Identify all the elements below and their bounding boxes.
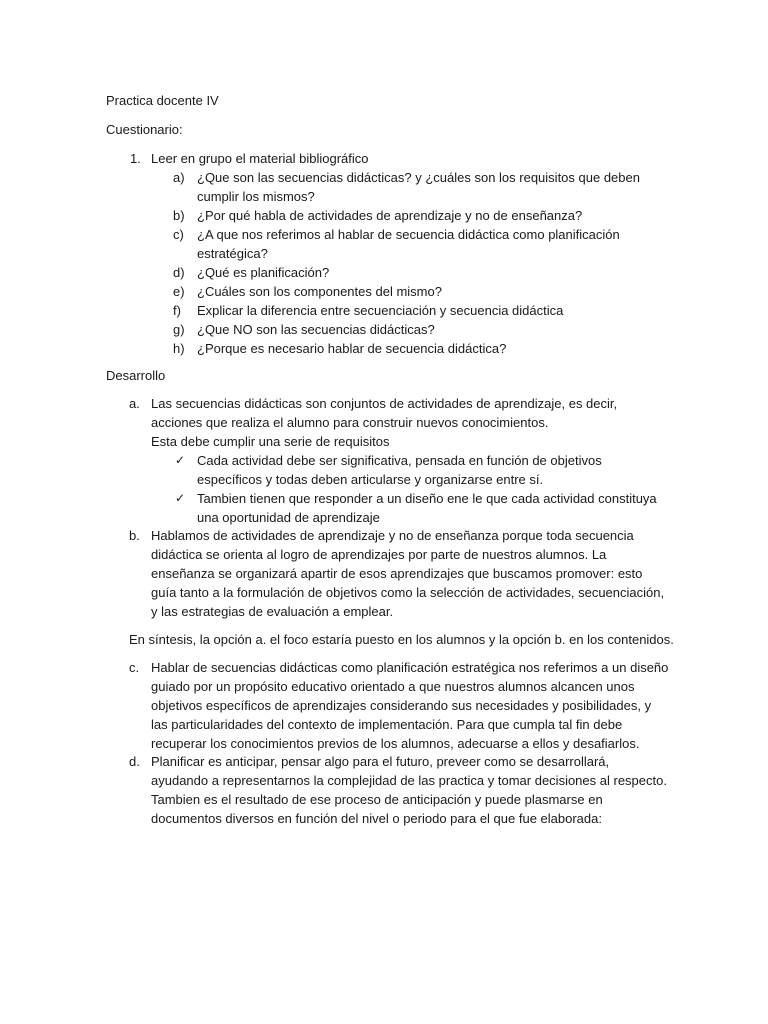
answer-label: b. (129, 528, 140, 543)
requirement-item (175, 451, 669, 489)
question-list (173, 168, 673, 358)
question-text: ¿Que NO son las secuencias didácticas? (197, 322, 435, 337)
answer-label: a. (129, 396, 140, 411)
document-title: Practica docente IV (106, 93, 219, 108)
answer-b (129, 526, 669, 621)
requirement-text: Tambien tienen que responder a un diseño ene le que cada actividad constituya una oportunidad de aprendizaje (197, 491, 657, 525)
answer-text: Hablar de secuencias didácticas como planificación estratégica nos referimos a un diseño guiado por un propósito educativo orientado a que nuestros alumnos alcancen unos objetivos específicos de aprendizajes considerando sus necesidades y posibilidades, y las particularidades del contexto de implementación. Para que cumpla tal fin debe recuperar los conocimientos previos de los alumnos, adecuarse a ellos y desafiarlos. (151, 660, 669, 751)
question-item (173, 263, 673, 282)
answer-a (129, 394, 669, 527)
question-label: c) (173, 227, 184, 242)
question-text: ¿A que nos referimos al hablar de secuencia didáctica como planificación estratégica? (197, 227, 620, 261)
question-text: ¿Por qué habla de actividades de aprendizaje y no de enseñanza? (197, 208, 583, 223)
question-item (173, 225, 673, 263)
question-label: e) (173, 284, 185, 299)
answer-label: c. (129, 660, 140, 675)
question-item (173, 301, 673, 320)
answer-label: d. (129, 754, 140, 769)
question-label: d) (173, 265, 185, 280)
answer-text-continued: Tambien es el resultado de ese proceso de anticipación y puede plasmarse en documentos diversos en función del nivel o periodo para el que fue elaborada: (151, 792, 603, 826)
requirement-item (175, 489, 669, 527)
task-number: 1. (130, 151, 141, 166)
question-text: ¿Qué es planificación? (197, 265, 330, 280)
question-label: h) (173, 341, 185, 356)
question-item (173, 206, 673, 225)
answer-d (129, 752, 669, 828)
checkmark-icon: ✓ (175, 491, 186, 505)
answer-text-continued: Esta debe cumplir una serie de requisitos (151, 434, 390, 449)
question-text: ¿Cuáles son los componentes del mismo? (197, 284, 442, 299)
checkmark-icon: ✓ (175, 453, 186, 467)
answer-c (129, 658, 669, 753)
question-item (173, 339, 673, 358)
questionnaire-heading: Cuestionario: (106, 122, 183, 137)
question-text: ¿Que son las secuencias didácticas? y ¿cuáles son los requisitos que deben cumplir los mismos? (197, 170, 640, 204)
answer-body (151, 394, 669, 527)
question-label: f) (173, 303, 181, 318)
answer-body (151, 752, 669, 828)
development-heading: Desarrollo (106, 368, 166, 383)
question-text: Explicar la diferencia entre secuenciación y secuencia didáctica (197, 303, 564, 318)
synthesis-text: En síntesis, la opción a. el foco estaría puesto en los alumnos y la opción b. en los contenidos. (129, 632, 674, 647)
answer-text: Las secuencias didácticas son conjuntos de actividades de aprendizaje, es decir, acciones que realiza el alumno para construir nuevos conocimientos. (151, 396, 618, 430)
question-item (173, 168, 673, 206)
question-label: b) (173, 208, 185, 223)
requirement-text: Cada actividad debe ser significativa, pensada en función de objetivos específicos y todas deben articularse y organizarse entre sí. (197, 453, 602, 487)
question-item (173, 282, 673, 301)
question-label: a) (173, 170, 185, 185)
question-label: g) (173, 322, 185, 337)
task-text: Leer en grupo el material bibliográfico (151, 151, 369, 166)
question-text: ¿Porque es necesario hablar de secuencia didáctica? (197, 341, 507, 356)
answer-text: Hablamos de actividades de aprendizaje y no de enseñanza porque toda secuencia didáctica se orienta al logro de aprendizajes por parte de nuestros alumnos. La enseñanza se organizará apartir de esos aprendizajes que buscamos promover: esto guía tanto a la formulación de objetivos como la selección de actividades, secuenciación, y las estrategias de evaluación a emplear. (151, 528, 665, 619)
answer-text: Planificar es anticipar, pensar algo para el futuro, preveer como se desarrollará, ayudando a representarnos la complejidad de las practica y tomar decisiones al respecto. (151, 754, 667, 788)
question-item (173, 320, 673, 339)
